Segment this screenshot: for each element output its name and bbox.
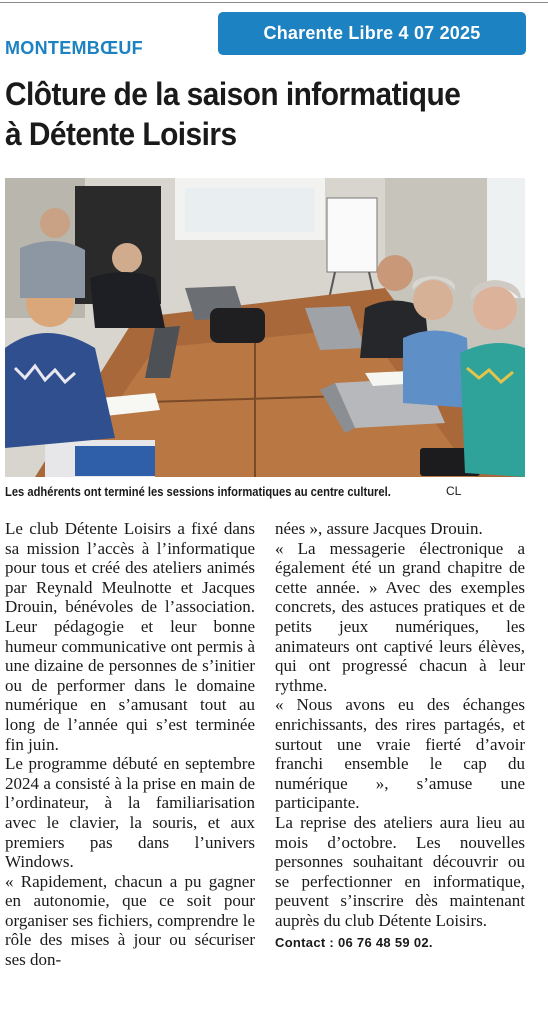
paragraph: « La messagerie électronique a également été un grand chapitre de cette année. » Avec des exemples concrets, des astuces pratiques et de petits jeux numériques, les animateurs ont captivé leurs élèves, qui ont progressé chacun à leur rythme. xyxy=(275,538,525,695)
paragraph: La reprise des ateliers aura lieu au mois d’octobre. Les nouvelles personnes souhaitant découvrir ou se perfectionner en informatique, peuvent s’inscrire dès maintenant auprès du club Détente Loisirs. xyxy=(275,812,525,930)
article-photo xyxy=(5,178,525,477)
headline-line-1: Clôture de la saison informatique xyxy=(5,76,461,112)
paragraph: « Rapidement, chacun a pu gagner en autonomie, que ce soit pour organiser ses fichiers, comprendre le rôle des mises à jour ou sécuriser ses don- xyxy=(5,871,255,970)
caption-text: Les adhérents ont terminé les sessions informatiques au centre culturel. xyxy=(5,484,391,499)
paragraph: Le club Détente Loisirs a fixé dans sa mission l’accès à l’informatique pour tous et créé des ateliers animés par Reynald Meulnotte et Jacques Drouin, bénévoles de l’association. Leur pédagogie et leur bonne humeur communicative ont permis à une dizaine de personnes de s’initier ou de performer dans le domaine numérique en s’amusant tout au long de l’année qui s’est terminée fin juin. xyxy=(5,519,255,754)
caption-credit: CL xyxy=(446,484,462,498)
photo-caption xyxy=(5,484,535,499)
paragraph: nées », assure Jacques Drouin. xyxy=(275,519,483,538)
paragraph: Le programme débuté en septembre 2024 a consisté à la prise en main de l’ordinateur, à la familiarisation avec le clavier, la souris, et aux premiers pas dans l’univers Windows. xyxy=(5,754,255,872)
headline-line-2: à Détente Loisirs xyxy=(5,116,237,152)
newspaper-date-badge: Charente Libre 4 07 2025 xyxy=(218,12,526,55)
classroom-photo-illustration xyxy=(5,178,525,477)
paragraph: « Nous avons eu des échanges enrichissants, des rires partagés, et surtout une vraie fierté d’avoir franchi ensemble le cap du numérique », s’amuse une participante. xyxy=(275,695,525,813)
article-column-right xyxy=(275,519,525,953)
article-column-left xyxy=(5,519,255,970)
contact-line: Contact : 06 76 48 59 02. xyxy=(275,935,433,951)
article-headline xyxy=(5,74,497,154)
top-rule xyxy=(0,2,548,3)
section-label: MONTEMBŒUF xyxy=(5,38,143,58)
